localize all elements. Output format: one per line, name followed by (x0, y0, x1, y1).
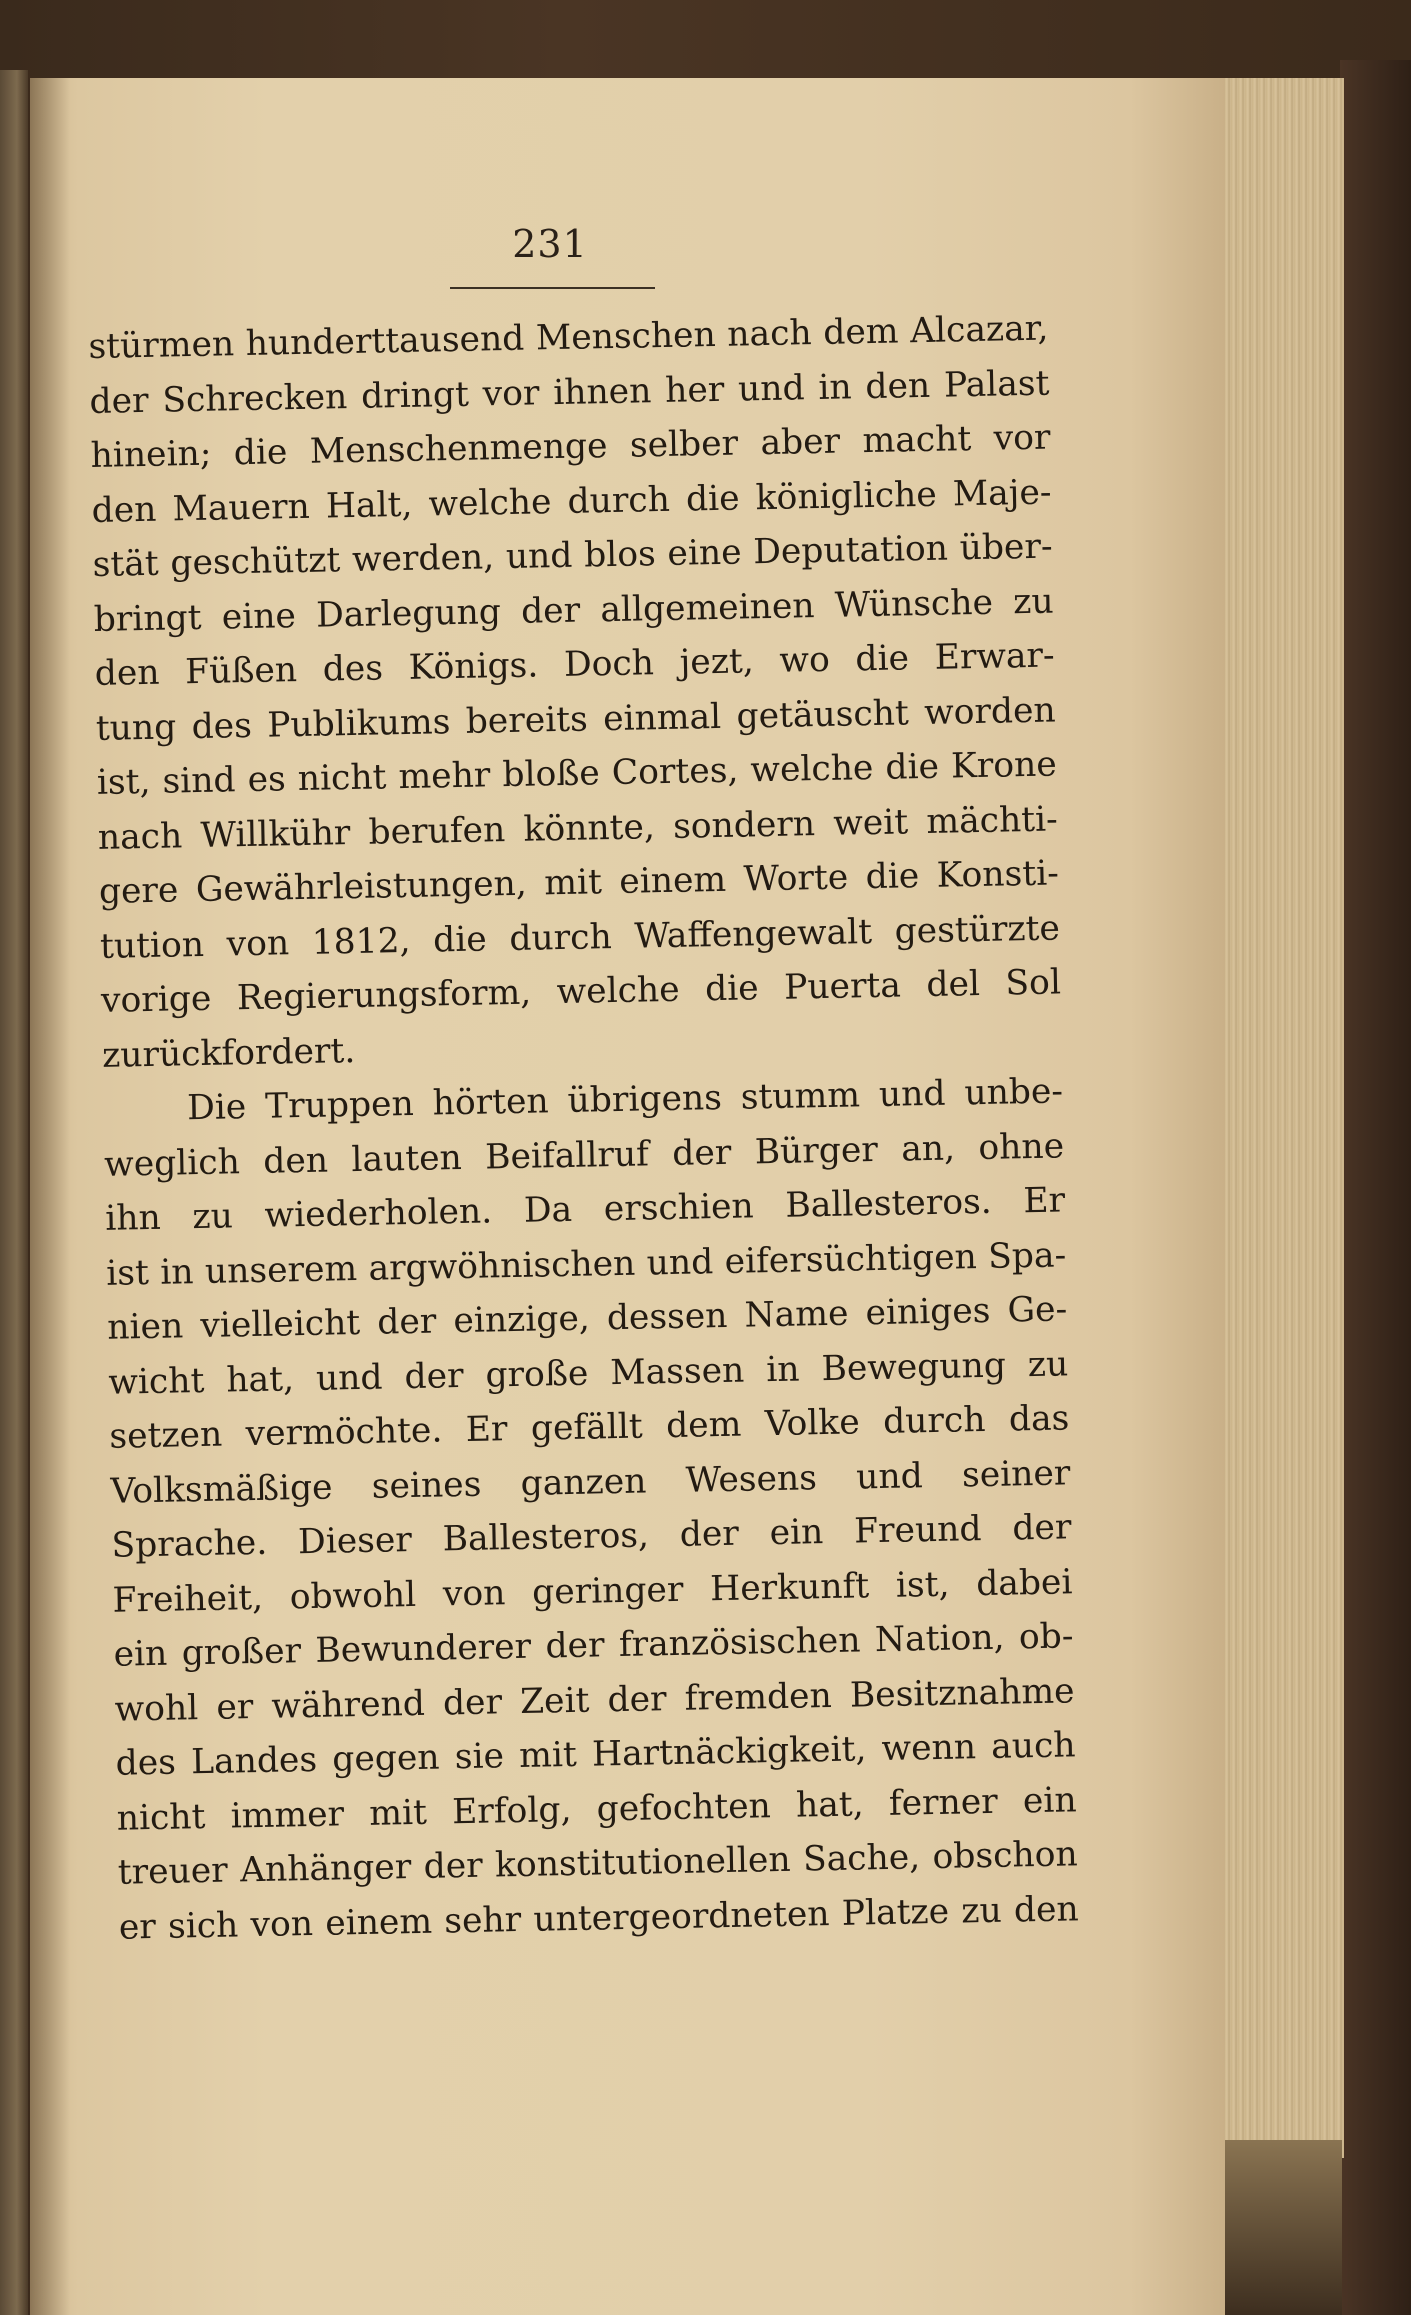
text-line: tung des Publikums bereits einmal getäuscht worden (95, 689, 1057, 749)
text-line: wicht hat, und der große Massen in Bewegung zu (108, 1343, 1069, 1403)
text-line: Sprache. Dieser Ballesteros, der ein Freund der (111, 1507, 1072, 1566)
text-line: Die Truppen hörten übrigens stumm und unbe- (186, 1071, 1064, 1129)
text-line: tution von 1812, die durch Waffengewalt gestürzte (99, 907, 1061, 967)
text-line: er sich von einem sehr untergeordneten Platze zu den (118, 1888, 1080, 1948)
text-line: nach Willkühr berufen könnte, sondern weit mächti- (97, 798, 1059, 858)
page-stack-shadow (1222, 2140, 1342, 2315)
text-line: stürmen hunderttausend Menschen nach dem Alcazar, (88, 308, 1049, 367)
page-stack-edges (1222, 78, 1344, 2158)
body-text (88, 302, 1079, 1955)
book-binding-right (1340, 60, 1411, 2315)
text-line: vorige Regierungsform, welche die Puerta del Sol (100, 962, 1062, 1021)
text-line: den Mauern Halt, welche durch die königliche Maje- (91, 472, 1052, 531)
text-line: nien vielleicht der einzige, dessen Name einiges Ge- (106, 1289, 1068, 1348)
text-line: setzen vermöchte. Er gefällt dem Volke durch das (109, 1398, 1070, 1457)
text-line: ihn zu wiederholen. Da erschien Ballesteros. Er (104, 1180, 1066, 1239)
text-line: treuer Anhänger der konstitutionellen Sache, obschon (117, 1834, 1079, 1893)
text-line: ist in unserem argwöhnischen und eifersüchtigen Spa- (105, 1234, 1067, 1294)
page-number: 231 (512, 222, 588, 266)
text-line: hinein; die Menschenmenge selber aber macht vor (90, 417, 1051, 476)
text-line: nicht immer mit Erfolg, gefochten hat, ferner ein (116, 1779, 1077, 1839)
text-line: stät geschützt werden, und blos eine Deputation über- (92, 526, 1053, 585)
text-line: Freiheit, obwohl von geringer Herkunft ist, dabei (112, 1561, 1073, 1621)
text-line: des Landes gegen sie mit Hartnäckigkeit, wenn auch (115, 1725, 1076, 1784)
text-line: ist, sind es nicht mehr bloße Cortes, welche die Krone (96, 744, 1058, 803)
text-line: gere Gewährleistungen, mit einem Worte die Konsti- (98, 853, 1060, 912)
text-line: bringt eine Darlegung der allgemeinen Wünsche zu (93, 581, 1054, 640)
text-line: den Füßen des Königs. Doch jezt, wo die Erwar- (94, 635, 1056, 694)
left-page-edge (0, 70, 28, 2315)
text-line: der Schrecken dringt vor ihnen her und in den Palast (89, 363, 1050, 422)
text-line: wohl er während der Zeit der fremden Besitznahme (114, 1670, 1075, 1730)
text-line: zurückfordert. (101, 1030, 356, 1076)
text-line: ein großer Bewunderer der französischen Nation, ob- (113, 1616, 1074, 1675)
text-line: weglich den lauten Beifallruf der Bürger an, ohne (103, 1125, 1065, 1185)
gutter-shadow (30, 78, 70, 2315)
header-rule (450, 287, 655, 289)
text-line: Volksmäßige seines ganzen Wesens und seiner (110, 1452, 1071, 1512)
